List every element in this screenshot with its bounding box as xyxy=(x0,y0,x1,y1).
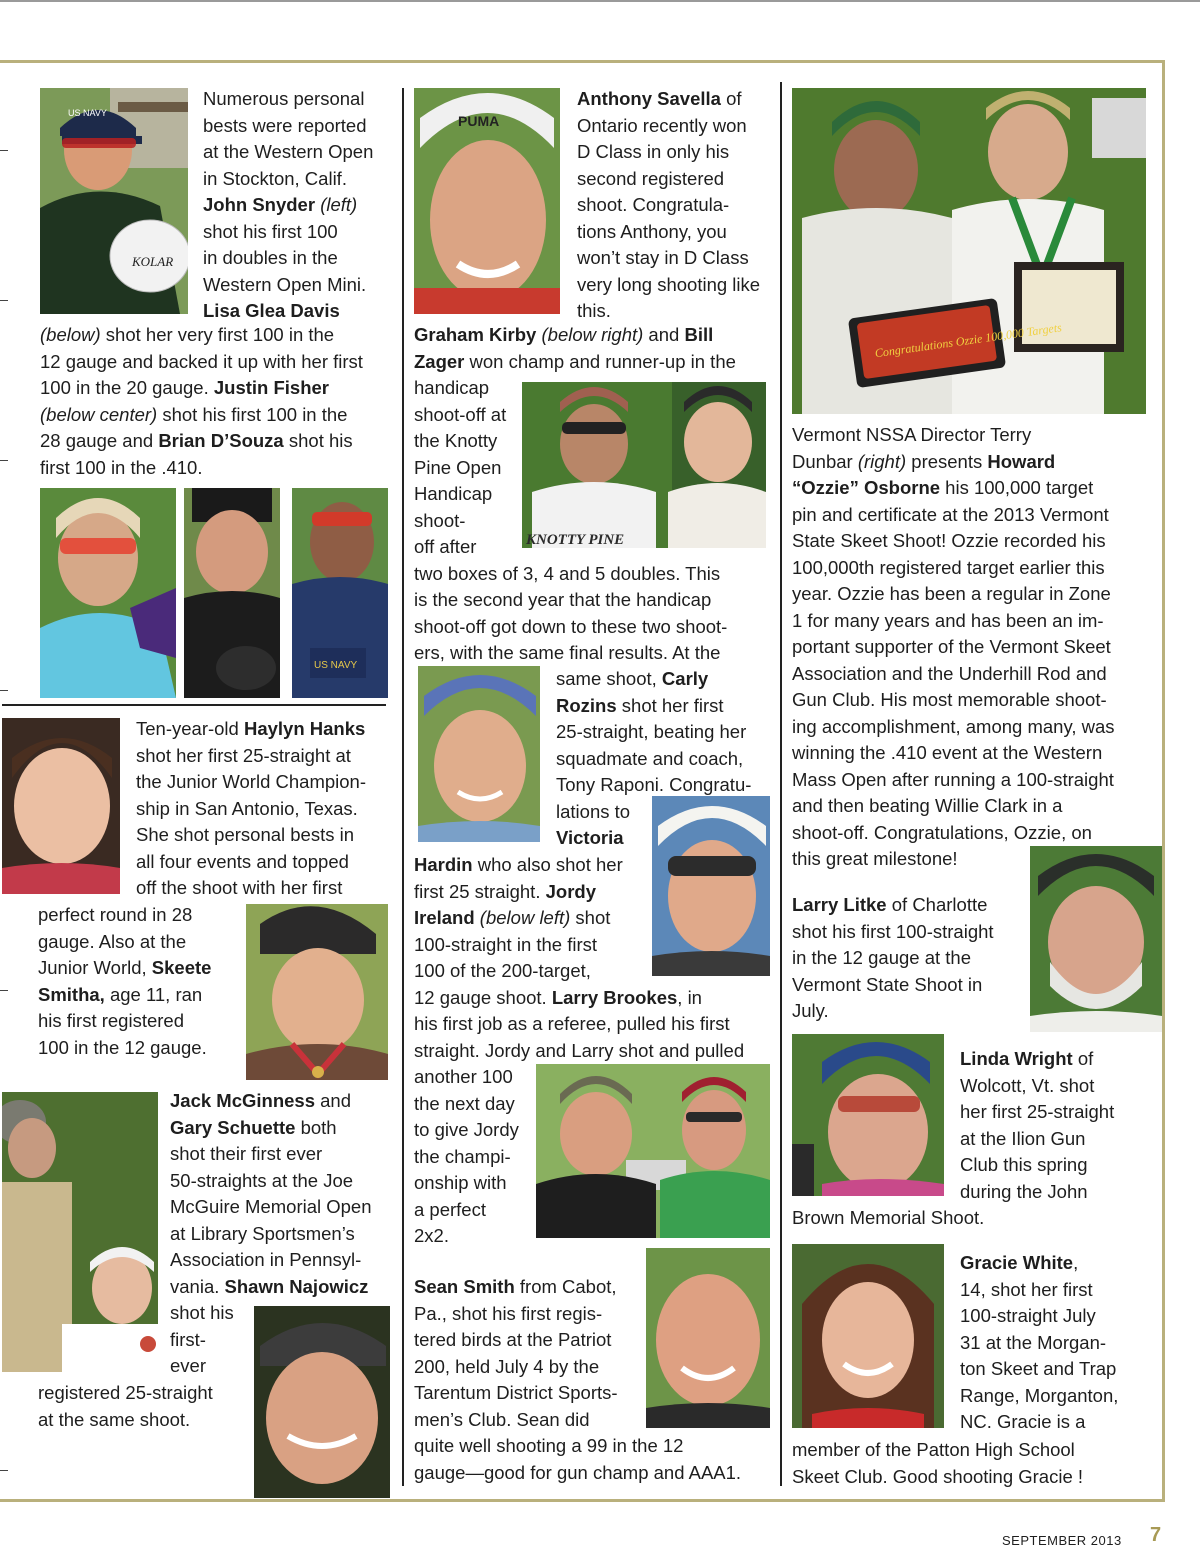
top-rule xyxy=(0,0,1200,2)
name-anthony-savella: Anthony Savella xyxy=(577,88,721,109)
cap-text: PUMA xyxy=(458,113,500,129)
cap-text: US NAVY xyxy=(314,660,358,671)
name-jack-mcginness: Jack McGinness xyxy=(170,1090,315,1111)
name-rozins: Rozins xyxy=(556,694,617,716)
intro-text-right: Numerous personal bests were reported at the Western Open in Stockton, Calif. John Snyder (left) shot his first 100 in doubles in the Western Open Mini. Lisa Glea Davis xyxy=(203,88,374,321)
kirby-text: Graham Kirby (below right) and Bill Zager won champ and runner-up in the handicap shoot-off at the Knotty Pine Open Handicap shoot- off after two boxes of 3, 4 and 5 doubles. This is the second year that the handicap shoot-off got down to these two shoot- ers, with the same final results. At the xyxy=(414,324,736,663)
name-john-snyder: John Snyder xyxy=(203,194,316,215)
osborne-text: Vermont NSSA Director Terry Dunbar (right) presents Howard “Ozzie” Osborne his 100,000 target pin and certificate at the 2013 Vermont State Skeet Shoot! Ozzie recorded his 100,000th registered target earlier this year. Ozzie has been a regular in Zone 1 for many years and has been an im- portant supporter of the Vermont Skeet Association and the Underhill Rod and Gun Club. His most memorable shoot- ing accomplishment, among many, was winning the .410 event at the Western Mass Open after running a 100-straight and then beating Willie Clark in a shoot-off. Congratulations, Ozzie, on this great milestone! xyxy=(792,424,1115,869)
name-ozzie-osborne: “Ozzie” Osborne xyxy=(792,477,941,498)
hardin-text: Hardin who also shot her first 25 straight. Jordy Ireland (below left) shot 100-straight in the first 100 of the 200-target, 12 gauge shoot. Larry Brookes, in his first job as a referee, pulled his first straight. Jordy and Larry shot and pulled another 100 the next day to give Jordy the champi- onship with a perfect 2x2. xyxy=(414,854,745,1246)
column-rule-left xyxy=(402,88,404,1486)
shirt-text: KNOTTY PINE xyxy=(526,532,625,548)
name-victoria: Victoria xyxy=(556,827,624,848)
savella-text: Anthony Savella of Ontario recently won D Class in only his second registered shoot. Congratula- tions Anthony, you won’t stay in D Class very long shooting like this. xyxy=(577,88,761,321)
intro-text-full: (below) shot her very first 100 in the 12 gauge and backed it up with her first 100 in the 20 gauge. Justin Fisher (below center) shot his first 100 in the 28 gauge and Brian D’Souza shot his first 100 in the .410. xyxy=(40,324,363,478)
hanks-text: Ten-year-old Haylyn Hanks shot her first 25-straight at the Junior World Champion- ship in San Antonio, Texas. She shot personal bests in all four events and topped off the shoot with her first xyxy=(136,718,366,898)
photo-carly-rozins xyxy=(418,666,540,842)
photo-skeete-smitha xyxy=(246,904,388,1080)
name-howard: Howard xyxy=(987,450,1056,472)
name-haylyn-hanks: Haylyn Hanks xyxy=(243,718,366,739)
wright-text: Linda Wright of Wolcott, Vt. shot her first 25-straight at the Ilion Gun Club this spring during the John xyxy=(960,1048,1115,1202)
name-ireland: Ireland xyxy=(414,907,475,928)
photo-shawn-najowicz xyxy=(254,1306,390,1498)
section-rule xyxy=(2,704,386,706)
name-shawn-najowicz: Shawn Najowicz xyxy=(224,1275,369,1297)
photo-larry-litke xyxy=(1030,846,1162,1032)
bleed-mark xyxy=(0,690,8,691)
footer-month: SEPTEMBER 2013 xyxy=(1002,1533,1122,1548)
photo-kirby-zager xyxy=(522,382,766,548)
photo-linda-wright xyxy=(792,1034,944,1196)
photo-justin-fisher xyxy=(184,488,280,698)
name-smitha: Smitha, xyxy=(38,983,105,1005)
cap-text: US NAVY xyxy=(68,108,107,118)
name-linda-wright: Linda Wright xyxy=(960,1048,1073,1069)
photo-john-snyder xyxy=(40,88,188,314)
white-text: Gracie White, 14, shot her first 100-straight July 31 at the Morgan- ton Skeet and Trap Range, Morganton, NC. Gracie is a xyxy=(960,1252,1119,1432)
photo-gracie-white xyxy=(792,1244,944,1428)
page-number: 7 xyxy=(1150,1524,1162,1546)
name-jordy: Jordy xyxy=(545,880,596,902)
name-bill: Bill xyxy=(684,324,714,345)
najowicz-text: registered 25-straight at the same shoot. xyxy=(38,1382,213,1430)
name-graham-kirby: Graham Kirby xyxy=(414,324,537,345)
name-carly: Carly xyxy=(661,668,709,689)
bleed-mark xyxy=(0,1470,8,1471)
wright-text-end: Brown Memorial Shoot. xyxy=(792,1207,985,1228)
name-gracie-white: Gracie White xyxy=(960,1252,1074,1273)
photo-haylyn-hanks xyxy=(2,718,120,894)
name-skeete: Skeete xyxy=(151,957,212,978)
photo-brian-dsouza xyxy=(292,488,388,698)
photo-anthony-savella xyxy=(414,88,560,314)
photo-mcginness-schuette xyxy=(2,1092,158,1372)
name-hardin: Hardin xyxy=(414,854,473,875)
cake-text: Congratulations Ozzie 100,000 Targets xyxy=(873,320,1063,361)
name-brian-dsouza: Brian D’Souza xyxy=(158,430,284,451)
bleed-mark xyxy=(0,990,8,991)
name-sean-smith: Sean Smith xyxy=(414,1276,515,1297)
name-larry-brookes: Larry Brookes xyxy=(551,986,678,1008)
smitha-text: perfect round in 28 gauge. Also at the Junior World, Skeete Smitha, age 11, ran his first registered 100 in the 12 gauge. xyxy=(38,904,212,1058)
name-lisa-glea-davis: Lisa Glea Davis xyxy=(203,300,340,321)
bleed-mark xyxy=(0,460,8,461)
photo-lisa-glea-davis xyxy=(40,488,176,698)
litke-text: Larry Litke of Charlotte shot his first 100-straight in the 12 gauge at the Vermont State Shoot in July. xyxy=(792,894,994,1021)
bleed-mark xyxy=(0,300,8,301)
rozins-text: same shoot, Carly Rozins shot her first 25-straight, beating her squadmate and coach, Tony Raponi. Congratu- lations to Victoria xyxy=(556,668,752,848)
name-gary-schuette: Gary Schuette xyxy=(170,1116,296,1138)
column-rule-right xyxy=(780,82,782,1486)
hat-text: KOLAR xyxy=(132,254,174,269)
name-zager: Zager xyxy=(414,350,465,372)
mcginness-text: Jack McGinness and Gary Schuette both shot their first ever 50-straights at the Joe McGuire Memorial Open at Library Sportsmen’s Association in Pennsyl- vania. Shawn Najowicz shot his first- ever xyxy=(170,1090,372,1376)
name-justin-fisher: Justin Fisher xyxy=(213,377,329,398)
bleed-mark xyxy=(0,150,8,151)
photo-ireland-brookes xyxy=(536,1064,770,1238)
white-text-end: member of the Patton High School Skeet Club. Good shooting Gracie ! xyxy=(792,1439,1084,1487)
photo-dunbar-osborne xyxy=(792,88,1146,414)
name-larry-litke: Larry Litke xyxy=(792,894,887,915)
smith-text: Sean Smith from Cabot, Pa., shot his first regis- tered birds at the Patriot 200, held July 4 by the Tarentum District Sports- men’s Club. Sean did quite well shooting a 99 in the 12 gauge—good for gun champ and AAA1. xyxy=(414,1276,742,1483)
